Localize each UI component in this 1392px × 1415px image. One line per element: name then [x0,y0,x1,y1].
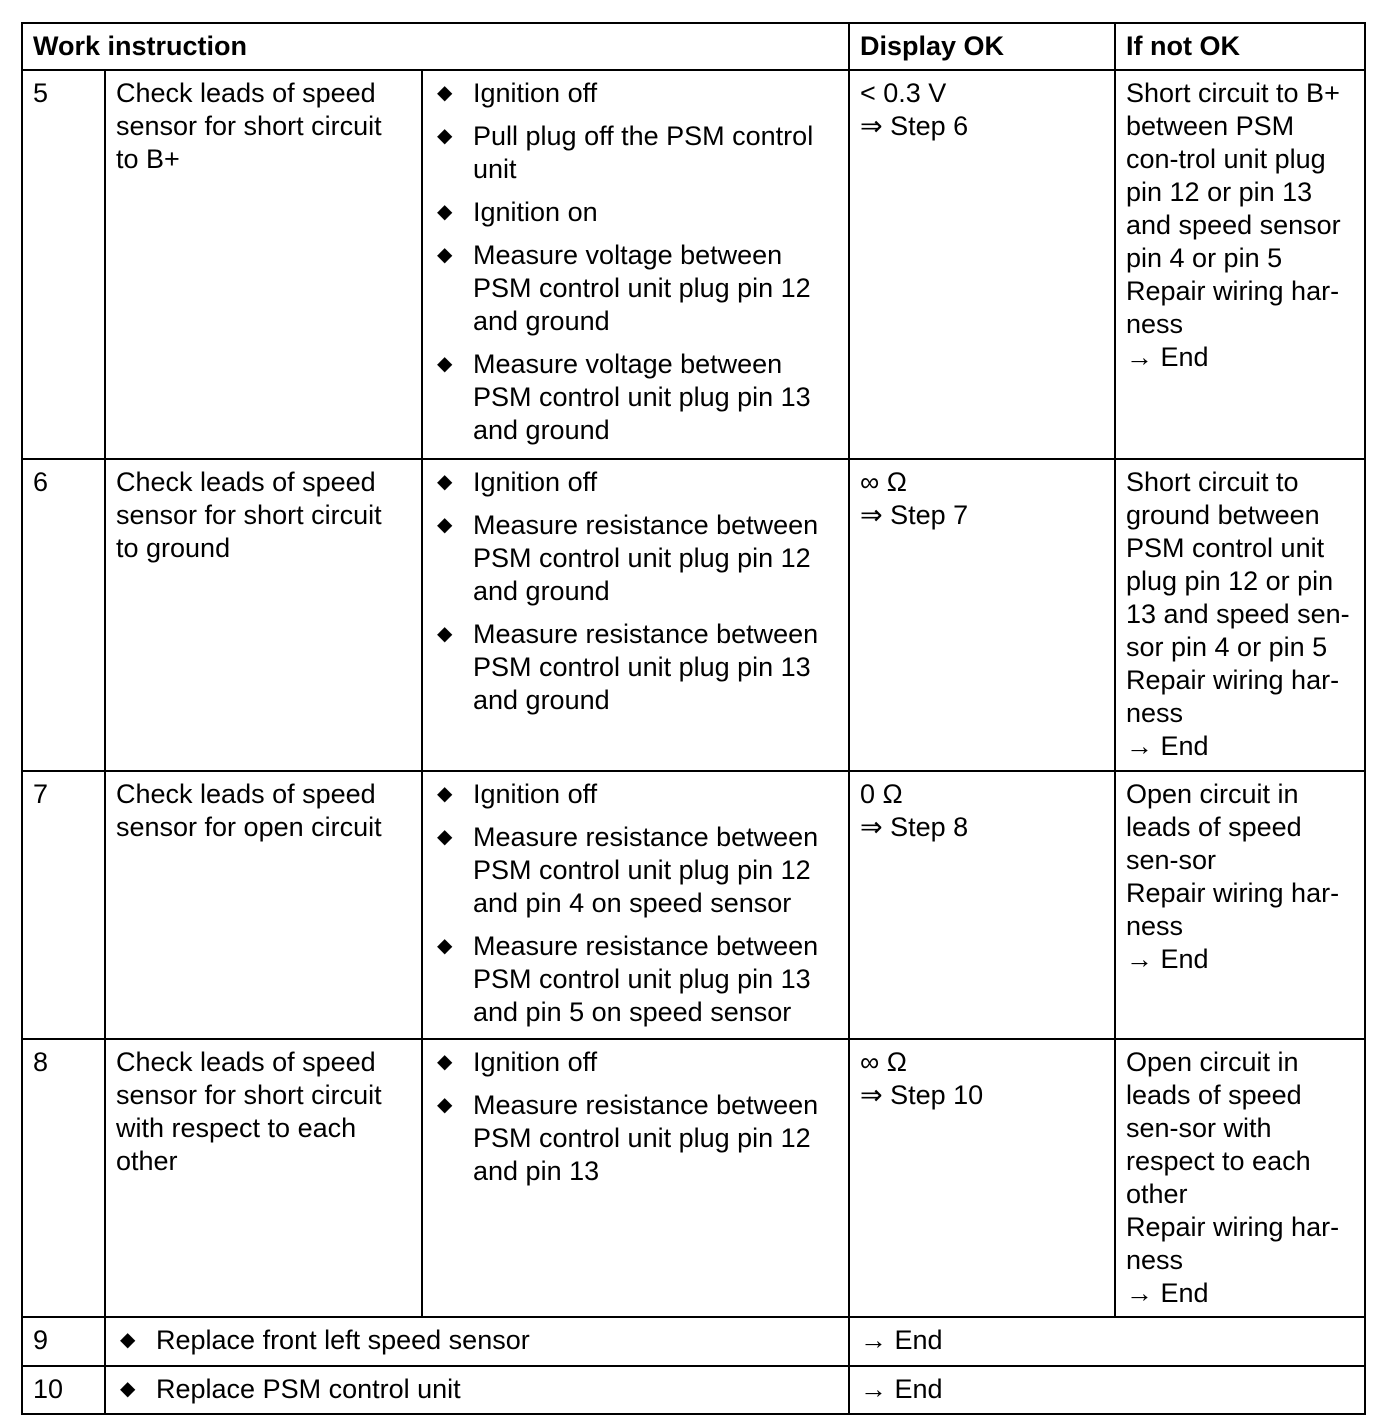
table-row [22,771,1365,1039]
action-item [433,1046,838,1079]
action-item [116,1324,838,1357]
diamond-bullet-icon: ◆ [437,623,453,645]
action-item [433,930,838,1029]
step-number: 7 [22,771,105,1039]
display-ok-cell [849,1039,1115,1317]
diamond-bullet-icon: ◆ [437,125,453,147]
header-display-ok: Display OK [849,23,1115,70]
diamond-bullet-icon: ◆ [437,82,453,104]
action-item [433,509,838,608]
action-item [433,778,838,811]
action-text: Measure voltage between PSM control unit plug pin 13 and ground [473,349,811,445]
diamond-bullet-icon: ◆ [437,935,453,957]
step-number: 6 [22,459,105,771]
action-text: Measure voltage between PSM control unit plug pin 12 and ground [473,240,811,336]
display-ok-next-step: ⇒ Step 7 [860,500,969,530]
step-result: → End [849,1366,1365,1414]
action-item [433,618,838,717]
action-text: Ignition off [473,467,598,497]
table-row [22,1039,1365,1317]
fault-remedy: Repair wiring har-ness [1126,1212,1340,1275]
display-ok-cell [849,70,1115,459]
table-row [22,1317,1365,1366]
action-text: Measure resistance between PSM control unit plug pin 12 and pin 4 on speed sensor [473,822,819,918]
diamond-bullet-icon: ◆ [437,514,453,536]
step-action-cell [105,1317,849,1366]
action-text: Pull plug off the PSM control unit [473,121,814,184]
display-ok-value: 0 Ω [860,779,903,809]
step-actions [422,1039,849,1317]
diamond-bullet-icon: ◆ [437,353,453,375]
action-text: Measure resistance between PSM control unit plug pin 13 and ground [473,619,819,715]
diamond-bullet-icon: ◆ [437,1094,453,1116]
action-item [433,821,838,920]
if-not-ok-cell [1115,459,1365,771]
diamond-bullet-icon: ◆ [437,826,453,848]
display-ok-value: ∞ Ω [860,1047,907,1077]
display-ok-value: ∞ Ω [860,467,907,497]
action-item [433,120,838,186]
step-actions [422,70,849,459]
action-text: Ignition off [473,1047,598,1077]
step-result: → End [849,1317,1365,1366]
action-text: Measure resistance between PSM control unit plug pin 13 and pin 5 on speed sensor [473,931,819,1027]
action-text: Ignition on [473,197,598,227]
step-description: Check leads of speed sensor for short circuit to B+ [105,70,422,459]
display-ok-cell [849,771,1115,1039]
table-row [22,70,1365,459]
fault-remedy: Repair wiring har-ness [1126,665,1340,728]
step-number: 10 [22,1366,105,1414]
display-ok-cell [849,459,1115,771]
action-item [433,466,838,499]
step-number: 5 [22,70,105,459]
action-item [116,1373,838,1406]
header-work-instruction: Work instruction [22,23,849,70]
action-text: Replace front left speed sensor [156,1325,530,1355]
action-item [433,239,838,338]
fault-description: Short circuit to ground between PSM control unit plug pin 12 or pin 13 and speed sen-sor pin 4 or pin 5 [1126,467,1350,662]
diamond-bullet-icon: ◆ [437,471,453,493]
fault-result: → End [1126,1278,1209,1308]
diamond-bullet-icon: ◆ [437,244,453,266]
action-item [433,77,838,110]
header-if-not-ok: If not OK [1115,23,1365,70]
action-text: Replace PSM control unit [156,1374,461,1404]
fault-description: Open circuit in leads of speed sen-sor with respect to each other [1126,1047,1311,1209]
header-row [22,23,1365,70]
step-number: 9 [22,1317,105,1366]
fault-result: → End [1126,944,1209,974]
table-row [22,459,1365,771]
step-number: 8 [22,1039,105,1317]
work-instruction-table [21,22,1366,1415]
if-not-ok-cell [1115,70,1365,459]
display-ok-next-step: ⇒ Step 6 [860,111,969,141]
display-ok-next-step: ⇒ Step 8 [860,812,969,842]
diamond-bullet-icon: ◆ [437,783,453,805]
step-description: Check leads of speed sensor for short circuit to ground [105,459,422,771]
step-description: Check leads of speed sensor for short circuit with respect to each other [105,1039,422,1317]
action-text: Ignition off [473,779,598,809]
step-action-cell [105,1366,849,1414]
display-ok-value: < 0.3 V [860,78,947,108]
fault-result: → End [1126,342,1209,372]
action-text: Ignition off [473,78,598,108]
action-text: Measure resistance between PSM control unit plug pin 12 and ground [473,510,819,606]
step-description: Check leads of speed sensor for open circuit [105,771,422,1039]
fault-result: → End [1126,731,1209,761]
step-actions [422,771,849,1039]
fault-remedy: Repair wiring har-ness [1126,276,1340,339]
diamond-bullet-icon: ◆ [120,1329,136,1351]
action-item [433,196,838,229]
step-actions [422,459,849,771]
if-not-ok-cell [1115,1039,1365,1317]
diamond-bullet-icon: ◆ [120,1378,136,1400]
action-item [433,348,838,447]
fault-remedy: Repair wiring har-ness [1126,878,1340,941]
fault-description: Open circuit in leads of speed sen-sor [1126,779,1302,875]
action-text: Measure resistance between PSM control unit plug pin 12 and pin 13 [473,1090,819,1186]
table-row [22,1366,1365,1414]
fault-description: Short circuit to B+ between PSM con-trol unit plug pin 12 or pin 13 and speed sensor pin 4 or pin 5 [1126,78,1341,273]
if-not-ok-cell [1115,771,1365,1039]
diamond-bullet-icon: ◆ [437,1051,453,1073]
action-item [433,1089,838,1188]
display-ok-next-step: ⇒ Step 10 [860,1080,984,1110]
diamond-bullet-icon: ◆ [437,201,453,223]
